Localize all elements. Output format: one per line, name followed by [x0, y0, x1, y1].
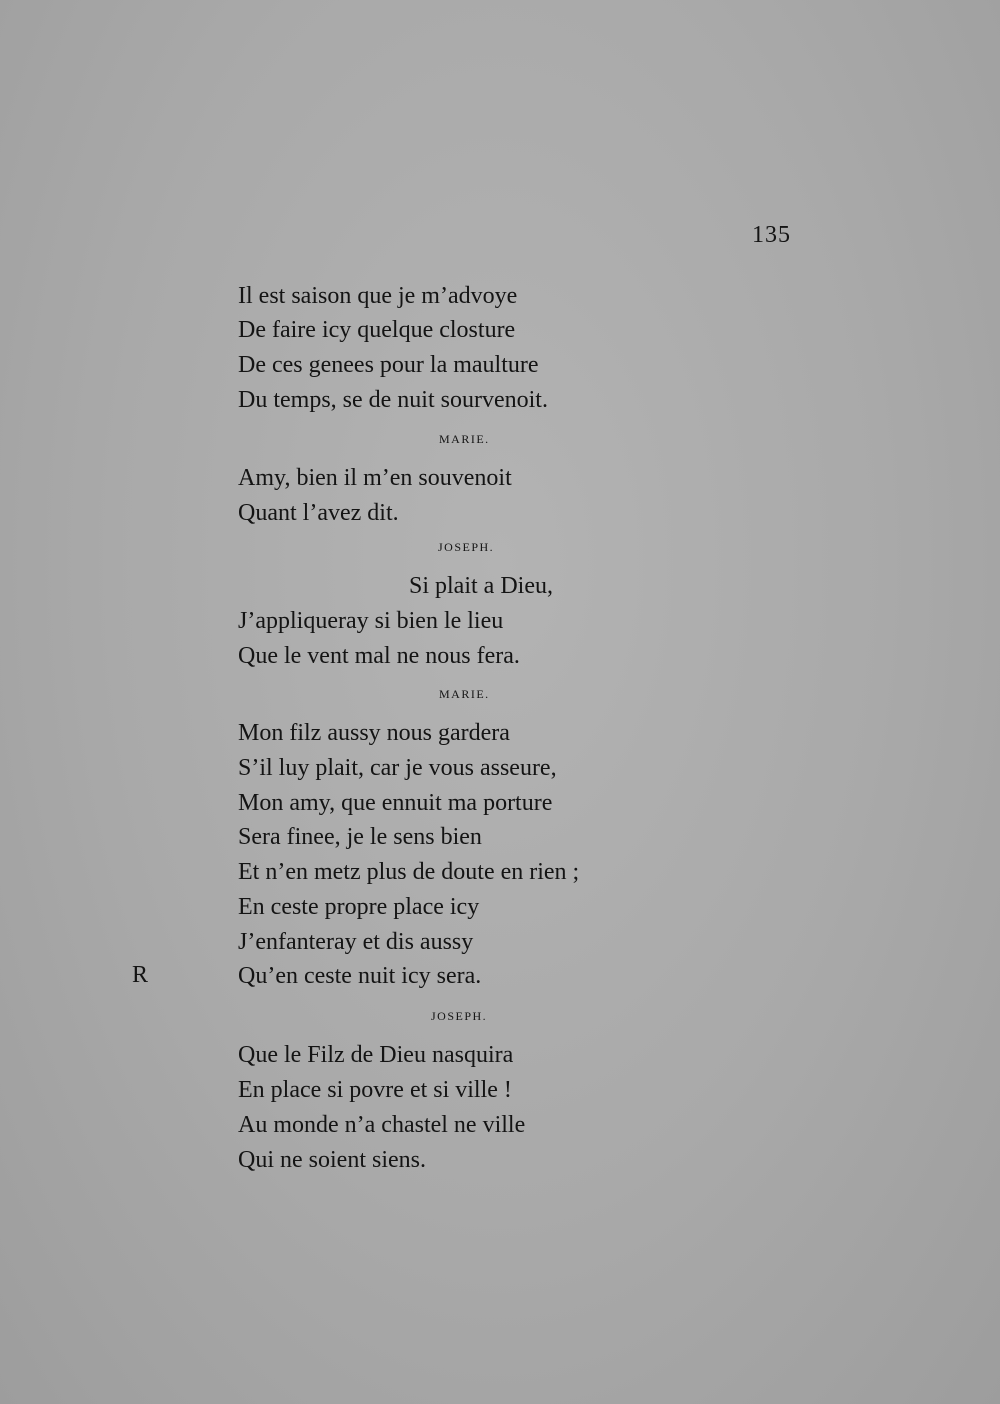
verse-line: Du temps, se de nuit sourvenoit. [238, 387, 548, 413]
page-number: 135 [752, 222, 791, 248]
verse-line: Si plait a Dieu, [409, 573, 553, 599]
speaker-heading: JOSEPH. [438, 540, 495, 554]
verse-line: Mon amy, que ennuit ma porture [238, 790, 553, 816]
margin-mark: R [132, 962, 149, 988]
verse-line: J’appliqueray si bien le lieu [238, 608, 504, 634]
verse-line: Et n’en metz plus de doute en rien ; [238, 859, 580, 885]
speaker-heading: MARIE. [439, 687, 490, 701]
verse-line: Quant l’avez dit. [238, 500, 399, 526]
verse-line: De faire icy quelque closture [238, 317, 516, 343]
verse-line: J’enfanteray et dis aussy [238, 929, 474, 955]
verse-line: Qu’en ceste nuit icy sera. [238, 963, 482, 989]
verse-line: S’il luy plait, car je vous asseure, [238, 755, 557, 781]
verse-line: De ces genees pour la maulture [238, 352, 539, 378]
verse-line: Sera finee, je le sens bien [238, 824, 482, 850]
verse-line: En ceste propre place icy [238, 894, 480, 920]
verse-line: Au monde n’a chastel ne ville [238, 1112, 526, 1138]
speaker-heading: JOSEPH. [431, 1009, 488, 1023]
verse-line: Il est saison que je m’advoye [238, 283, 518, 309]
verse-line: En place si povre et si ville ! [238, 1077, 512, 1103]
verse-line: Amy, bien il m’en souvenoit [238, 465, 512, 491]
verse-line: Mon filz aussy nous gardera [238, 720, 510, 746]
verse-line: Qui ne soient siens. [238, 1147, 426, 1173]
speaker-heading: MARIE. [439, 432, 490, 446]
verse-line: Que le Filz de Dieu nasquira [238, 1042, 514, 1068]
verse-line: Que le vent mal ne nous fera. [238, 643, 520, 669]
